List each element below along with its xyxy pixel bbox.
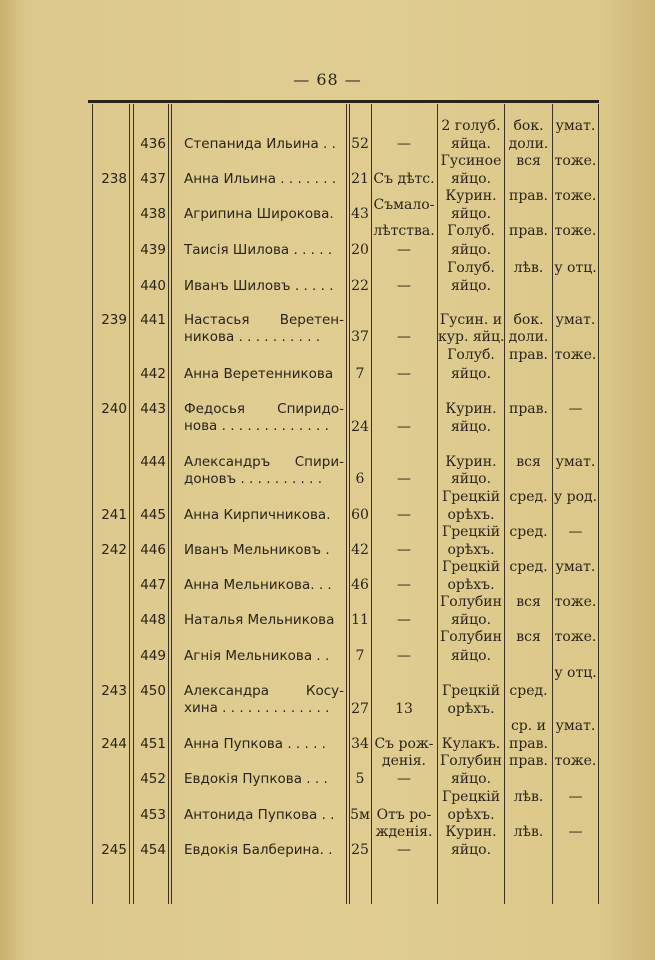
object-cell: Курин. [445,188,497,204]
name-part: Александръ [184,454,271,470]
person-number: 438 [140,206,166,222]
person-number: 450 [140,683,166,699]
person-number: 436 [140,136,166,152]
side-cell: прав. [509,753,548,769]
person-name: Иванъ Мельниковъ . [184,542,330,558]
person-number: 441 [140,312,166,328]
object-cell: Голуб. [447,223,495,239]
side-cell: сред. [509,489,548,505]
name-part: Александра [184,683,270,699]
outcome-cell: — [568,789,583,805]
object-cell: яйцо. [450,242,492,258]
onset-cell: — [397,542,411,558]
side-cell: лѣв. [513,260,544,276]
object-cell: орѣхъ. [447,577,495,593]
onset-cell: — [397,471,411,487]
side-cell: прав. [509,347,548,363]
object-cell: яйцо. [450,278,492,294]
person-number: 439 [140,242,166,258]
person-name: Антонида Пупкова . . [184,807,335,823]
object-cell: Гусин. и [439,312,503,328]
side-cell: бок. [513,312,544,328]
outcome-cell: тоже. [554,347,597,363]
object-cell: Грецкій [441,524,501,540]
object-cell: яйцо. [450,842,492,858]
outcome-cell: тоже. [554,594,597,610]
age-cell: 11 [351,612,369,628]
person-number: 449 [140,648,166,664]
side-cell: вся [516,594,541,610]
person-number: 444 [140,454,166,470]
side-cell: сред. [509,559,548,575]
person-number: 445 [140,507,166,523]
family-number: 240 [101,401,127,417]
onset-cell: — [397,771,411,787]
person-number: 447 [140,577,166,593]
person-number: 440 [140,278,166,294]
outcome-cell: у отц. [554,260,597,276]
side-cell: сред. [509,524,548,540]
object-cell: Голуб. [447,347,495,363]
person-name: Таисія Шилова . . . . . [184,242,333,258]
age-cell: 7 [355,648,365,664]
column-divider [598,104,599,904]
object-cell: яйцо. [450,419,492,435]
person-name: Анна Ильина . . . . . . . [184,171,337,187]
onset-cell: Отъ ро- [376,807,432,823]
family-number: 245 [101,842,127,858]
name-part: Спиридо- [277,401,344,417]
object-cell: Грецкій [441,789,501,805]
side-cell: вся [516,153,541,169]
object-cell: кур. яйц. [438,329,505,345]
person-number: 453 [140,807,166,823]
onset-cell: 13 [395,701,413,717]
object-cell: 2 голуб. [441,118,501,134]
family-number: 238 [101,171,127,187]
family-number: 241 [101,507,127,523]
outcome-cell: — [568,401,583,417]
person-number: 446 [140,542,166,558]
side-cell: лѣв. [513,789,544,805]
age-cell: 43 [351,206,369,222]
object-cell: орѣхъ. [447,701,495,717]
person-name: Анна Мельникова. . . [184,577,332,593]
object-cell: яйцо. [450,771,492,787]
age-cell: 6 [355,471,365,487]
side-cell: вся [516,454,541,470]
person-number: 448 [140,612,166,628]
person-name: никова . . . . . . . . . . [184,329,321,345]
name-part: Косу- [305,683,344,699]
object-cell: Грецкій [441,683,501,699]
side-cell: доли. [508,329,549,345]
person-number: 443 [140,401,166,417]
onset-cell: — [397,507,411,523]
column-divider [129,104,130,904]
age-cell: 22 [351,278,369,294]
person-name: Евдокія Пупкова . . . [184,771,328,787]
family-number: 239 [101,312,127,328]
onset-cell: — [397,612,411,628]
person-name: хина . . . . . . . . . . . . . [184,700,330,716]
age-cell: 21 [351,171,369,187]
onset-cell: Съмало- [373,197,435,213]
person-number: 454 [140,842,166,858]
outcome-cell: тоже. [554,188,597,204]
person-name: Евдокія Балберина. . [184,842,333,858]
person-name: нова . . . . . . . . . . . . . [184,418,329,434]
object-cell: яйцо. [450,612,492,628]
object-cell: орѣхъ. [447,807,495,823]
outcome-cell: — [568,824,583,840]
age-cell: 25 [351,842,369,858]
person-name: Анна Пупкова . . . . . [184,736,326,752]
object-cell: орѣхъ. [447,507,495,523]
outcome-cell: умат. [555,718,596,734]
page-number: — 68 — [293,70,362,89]
onset-cell: — [397,842,411,858]
object-cell: яйцо. [450,366,492,382]
person-name: Агрипина Широкова. [184,206,334,222]
outcome-cell: у род. [553,489,598,505]
outcome-cell: умат. [555,454,596,470]
side-cell: вся [516,629,541,645]
person-number: 437 [140,171,166,187]
side-cell: прав. [509,401,548,417]
outcome-cell: умат. [555,118,596,134]
person-number: 442 [140,366,166,382]
family-number: 242 [101,542,127,558]
object-cell: яйца. [451,136,491,152]
object-cell: яйцо. [450,206,492,222]
object-cell: Курин. [445,454,497,470]
outcome-cell: умат. [555,559,596,575]
outcome-cell: у отц. [554,665,597,681]
object-cell: Голубин [440,594,502,610]
person-name: Анна Кирпичникова. [184,507,331,523]
age-cell: 5м [350,807,370,823]
person-name [184,454,344,471]
age-cell: 60 [351,507,369,523]
age-cell: 42 [351,542,369,558]
side-cell: доли. [508,136,549,152]
onset-cell: — [397,278,411,294]
age-cell: 34 [351,736,369,752]
age-cell: 7 [355,366,365,382]
person-name: Анна Веретенникова [184,366,334,382]
object-cell: Курин. [445,401,497,417]
object-cell: Курин. [445,824,497,840]
onset-cell: — [397,648,411,664]
age-cell: 27 [351,701,369,717]
age-cell: 37 [351,329,369,345]
side-cell: прав. [509,736,548,752]
onset-cell: жденія. [375,824,433,840]
object-cell: Грецкій [441,489,501,505]
side-cell: прав. [509,223,548,239]
person-name: доновъ . . . . . . . . . . [184,471,322,487]
outcome-cell: тоже. [554,153,597,169]
side-cell: лѣв. [513,824,544,840]
person-name [184,401,344,418]
object-cell: яйцо. [450,471,492,487]
side-cell: сред. [509,683,548,699]
onset-cell: лѣтства. [373,223,435,239]
onset-cell: — [397,242,411,258]
onset-cell: денія. [382,753,426,769]
object-cell: яйцо. [450,171,492,187]
age-cell: 5 [355,771,365,787]
column-divider [168,104,169,904]
side-cell: прав. [509,188,548,204]
outcome-cell: — [568,524,583,540]
object-cell: Кулакъ. [441,736,501,752]
name-part: Веретен- [279,312,344,328]
side-cell: ср. и [510,718,547,734]
object-cell: Грецкій [441,559,501,575]
person-name: Агнія Мельникова . . [184,648,330,664]
person-name: Наталья Мельникова [184,612,335,628]
object-cell: орѣхъ. [447,542,495,558]
object-cell: Голубин [440,753,502,769]
name-part: Спири- [294,454,344,470]
age-cell: 24 [351,419,369,435]
age-cell: 46 [351,577,369,593]
family-number: 243 [101,683,127,699]
person-name: Степанида Ильина . . [184,136,336,152]
onset-cell: — [397,329,411,345]
side-cell: бок. [513,118,544,134]
person-name: Иванъ Шиловъ . . . . . [184,278,334,294]
person-number: 451 [140,736,166,752]
name-part: Федосья [184,401,246,417]
object-cell: Голуб. [447,260,495,276]
column-divider [171,104,172,904]
person-name [184,683,344,700]
person-number: 452 [140,771,166,787]
family-number: 244 [101,736,127,752]
object-cell: яйцо. [450,648,492,664]
onset-cell: — [397,366,411,382]
column-divider [346,104,347,904]
outcome-cell: тоже. [554,223,597,239]
column-divider [92,104,93,904]
object-cell: Гусиное [440,153,502,169]
outcome-cell: умат. [555,312,596,328]
person-name [184,312,344,329]
outcome-cell: тоже. [554,753,597,769]
name-part: Настасья [184,312,250,328]
object-cell: Голубин [440,629,502,645]
onset-cell: — [397,577,411,593]
age-cell: 20 [351,242,369,258]
onset-cell: Съ дѣтс. [373,171,435,187]
top-rule [88,100,599,103]
onset-cell: — [397,136,411,152]
age-cell: 52 [351,136,369,152]
column-divider [133,104,134,904]
onset-cell: Съ рож- [374,736,434,752]
onset-cell: — [397,419,411,435]
outcome-cell: тоже. [554,629,597,645]
